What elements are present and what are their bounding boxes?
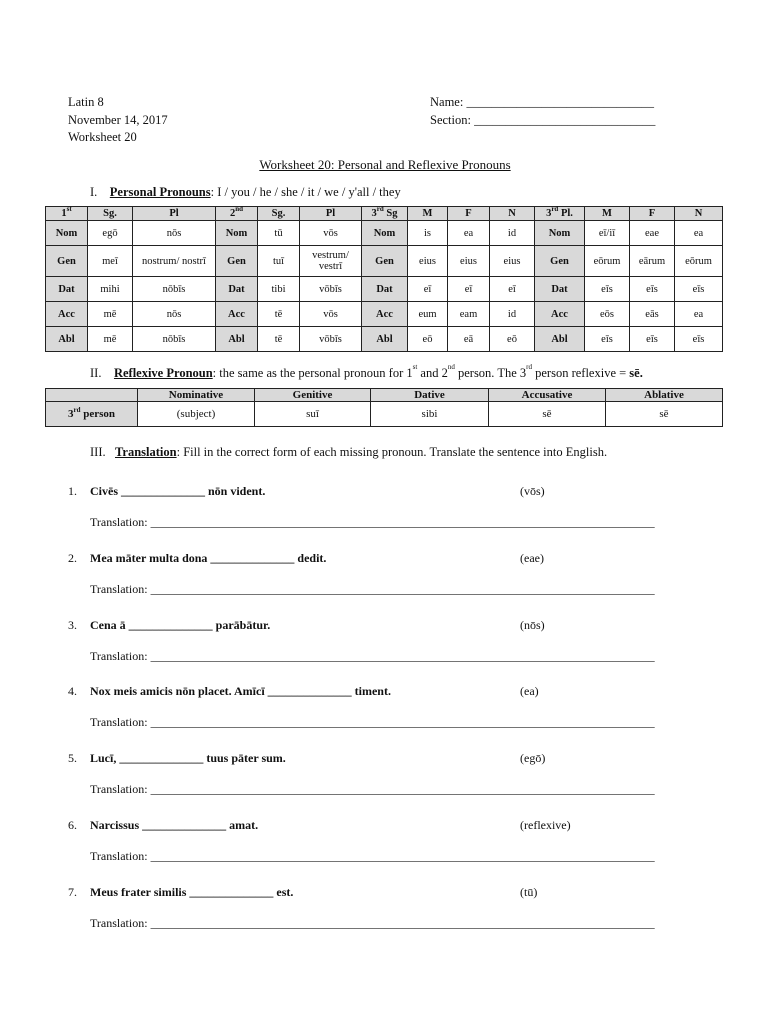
exercise-item — [68, 684, 708, 700]
pronoun-hint: (tū) — [520, 884, 538, 899]
latin-sentence[interactable]: Civēs ______________ nōn vident. — [90, 484, 266, 498]
table-cell: eī — [448, 277, 490, 302]
table-cell: eārum — [630, 246, 675, 277]
case-label: Nom — [46, 221, 88, 246]
table-cell: vestrum/ vestrī — [300, 246, 362, 277]
pronoun-hint: (vōs) — [520, 484, 545, 498]
column-header: 3rd Pl. — [535, 207, 585, 221]
section-2-label: Reflexive Pronoun — [113, 366, 213, 380]
table-cell: eōrum — [675, 246, 723, 277]
table-cell: eius — [490, 246, 535, 277]
column-header: 2nd — [216, 207, 258, 221]
case-label: Dat — [216, 277, 258, 302]
case-label: Nom — [362, 221, 408, 246]
table-row — [46, 246, 723, 277]
table-cell: mē — [88, 302, 133, 327]
translation-line[interactable]: Translation: ____________________________________________________________________________________ — [90, 782, 655, 797]
pronoun-hint: (egō) — [520, 751, 546, 766]
latin-sentence[interactable]: Meus frater similis ______________ est. — [90, 884, 294, 899]
table-row — [46, 402, 723, 427]
exercise-item — [68, 885, 708, 901]
table-cell: eōrum — [585, 246, 630, 277]
item-number: 7. — [68, 884, 77, 899]
case-label: Gen — [216, 246, 258, 277]
case-label: Acc — [535, 302, 585, 327]
case-label: Abl — [535, 327, 585, 352]
table-cell: suī — [255, 402, 371, 427]
case-label: Gen — [362, 246, 408, 277]
section-3-text: : Fill in the correct form of each missing pronoun. Translate the sentence into English. — [176, 445, 608, 459]
table-cell: vōs — [300, 221, 362, 246]
reflexive-form: sē. — [629, 366, 643, 380]
table-cell: eō — [408, 327, 448, 352]
item-number: 5. — [68, 751, 77, 766]
header-left — [68, 94, 168, 147]
latin-sentence[interactable]: Nox meis amicis nōn placet. Amīcī ______________ timent. — [90, 684, 391, 699]
table-cell: (subject) — [138, 402, 255, 427]
page-title: Worksheet 20: Personal and Reflexive Pronouns — [259, 157, 511, 172]
column-header: Sg. — [258, 207, 300, 221]
latin-sentence[interactable]: Cena ā ______________ parābātur. — [90, 617, 271, 632]
table-cell: eī — [408, 277, 448, 302]
table-cell: tē — [258, 327, 300, 352]
case-label: Acc — [46, 302, 88, 327]
column-header: Pl — [133, 207, 216, 221]
column-header: Dative — [371, 389, 489, 402]
pronoun-hint: (eae) — [520, 550, 544, 565]
table-cell: eās — [630, 302, 675, 327]
table-cell: eius — [408, 246, 448, 277]
table-header-row — [46, 389, 723, 402]
table-cell: eīs — [675, 327, 723, 352]
table-cell: nōbīs — [133, 277, 216, 302]
table-cell: nōs — [133, 302, 216, 327]
table-cell: meī — [88, 246, 133, 277]
table-cell: eī/iī — [585, 221, 630, 246]
column-header: Sg. — [88, 207, 133, 221]
table-cell: id — [490, 302, 535, 327]
translation-line[interactable]: Translation: ____________________________________________________________________________________ — [90, 581, 655, 596]
table-cell: eīs — [630, 327, 675, 352]
translation-line[interactable]: Translation: ____________________________________________________________________________________ — [90, 648, 655, 663]
table-cell: eius — [448, 246, 490, 277]
exercise-item — [68, 551, 708, 567]
table-cell: eīs — [675, 277, 723, 302]
section-3-label: Translation — [115, 445, 177, 459]
column-header: F — [630, 207, 675, 221]
section-3-heading — [90, 445, 607, 460]
table-row — [46, 221, 723, 246]
table-row — [46, 277, 723, 302]
table-cell: vōbīs — [300, 277, 362, 302]
column-header: Genitive — [255, 389, 371, 402]
table-cell: tibi — [258, 277, 300, 302]
table-cell: mē — [88, 327, 133, 352]
item-number: 6. — [68, 818, 77, 832]
case-label: Gen — [46, 246, 88, 277]
case-label: Abl — [46, 327, 88, 352]
item-number: 1. — [68, 484, 77, 498]
table-cell: eā — [448, 327, 490, 352]
case-label: Abl — [362, 327, 408, 352]
course-name: Latin 8 — [68, 95, 104, 109]
section-1-heading — [90, 185, 401, 200]
exercise-item — [68, 818, 708, 834]
section-2-numeral: II. — [90, 366, 102, 380]
table-cell: vōbīs — [300, 327, 362, 352]
table-cell: nōs — [133, 221, 216, 246]
table-cell: tuī — [258, 246, 300, 277]
latin-sentence[interactable]: Lucī, ______________ tuus pāter sum. — [90, 751, 286, 766]
table-cell: mihi — [88, 277, 133, 302]
item-number: 3. — [68, 617, 77, 632]
case-label: Nom — [535, 221, 585, 246]
section-1-numeral: I. — [90, 185, 98, 199]
table-cell: eīs — [585, 327, 630, 352]
section-2-heading — [90, 363, 643, 381]
table-cell: is — [408, 221, 448, 246]
column-header: N — [675, 207, 723, 221]
table-cell: eī — [490, 277, 535, 302]
column-header: 3rd Sg — [362, 207, 408, 221]
table-cell: vōs — [300, 302, 362, 327]
table-cell: tū — [258, 221, 300, 246]
case-label: Dat — [46, 277, 88, 302]
column-header: M — [585, 207, 630, 221]
table-header-row — [46, 207, 723, 221]
table-cell: tē — [258, 302, 300, 327]
case-label: Dat — [362, 277, 408, 302]
exercise-item — [68, 751, 708, 767]
table-cell: ea — [675, 221, 723, 246]
exercise-item — [68, 618, 708, 634]
date: November 14, 2017 — [68, 112, 168, 127]
table-row — [46, 302, 723, 327]
column-header: Accusative — [489, 389, 606, 402]
case-label: Acc — [216, 302, 258, 327]
case-label: Nom — [216, 221, 258, 246]
table-cell: egō — [88, 221, 133, 246]
table-cell: ea — [448, 221, 490, 246]
exercise-item — [68, 484, 708, 500]
table-cell: eīs — [630, 277, 675, 302]
pronoun-hint: (nōs) — [520, 617, 545, 632]
case-label: Gen — [535, 246, 585, 277]
pronoun-hint: (reflexive) — [520, 818, 571, 832]
item-number: 2. — [68, 550, 77, 565]
table-cell: eīs — [585, 277, 630, 302]
table-cell: nōbīs — [133, 327, 216, 352]
column-header: M — [408, 207, 448, 221]
table-cell: eam — [448, 302, 490, 327]
table-row — [46, 327, 723, 352]
table-cell: id — [490, 221, 535, 246]
translation-line[interactable]: Translation: ____________________________________________________________________________________ — [90, 849, 655, 863]
table-cell: sē — [489, 402, 606, 427]
table-cell: eum — [408, 302, 448, 327]
table-cell: eō — [490, 327, 535, 352]
table-cell: eōs — [585, 302, 630, 327]
column-header: Pl — [300, 207, 362, 221]
section-1-text: : I / you / he / she / it / we / y'all / they — [210, 185, 401, 199]
latin-sentence[interactable]: Mea māter multa dona ______________ dedit. — [90, 550, 327, 565]
column-header: 1st — [46, 207, 88, 221]
header-right — [430, 94, 655, 129]
section-1-label: Personal Pronouns — [109, 185, 211, 199]
name-field[interactable]: Name: ______________________________ — [430, 95, 654, 109]
pronoun-hint: (ea) — [520, 684, 539, 699]
section-2-text: : the same as the personal pronoun for 1st and 2nd person. The 3rd person reflexive = — [212, 363, 630, 380]
reflexive-pronoun-table — [45, 388, 723, 427]
column-header: N — [490, 207, 535, 221]
case-label: Abl — [216, 327, 258, 352]
case-label: Dat — [535, 277, 585, 302]
column-header: Ablative — [606, 389, 723, 402]
personal-pronouns-table — [45, 206, 723, 352]
translation-line[interactable]: Translation: ____________________________________________________________________________________ — [90, 915, 655, 930]
table-cell: eae — [630, 221, 675, 246]
item-number: 4. — [68, 684, 77, 699]
case-label: Acc — [362, 302, 408, 327]
column-header — [46, 389, 138, 402]
table-cell: sibi — [371, 402, 489, 427]
latin-sentence[interactable]: Narcissus ______________ amat. — [90, 818, 259, 832]
worksheet-number: Worksheet 20 — [68, 130, 137, 144]
table-cell: sē — [606, 402, 723, 427]
section-field[interactable]: Section: _____________________________ — [430, 112, 656, 127]
table-cell: ea — [675, 302, 723, 327]
translation-line[interactable]: Translation: ____________________________________________________________________________________ — [90, 715, 655, 730]
column-header: Nominative — [138, 389, 255, 402]
translation-line[interactable]: Translation: ____________________________________________________________________________________ — [90, 515, 655, 529]
column-header: F — [448, 207, 490, 221]
row-label: 3rd person — [46, 402, 138, 427]
table-cell: nostrum/ nostrī — [133, 246, 216, 277]
section-3-numeral: III. — [90, 445, 106, 459]
